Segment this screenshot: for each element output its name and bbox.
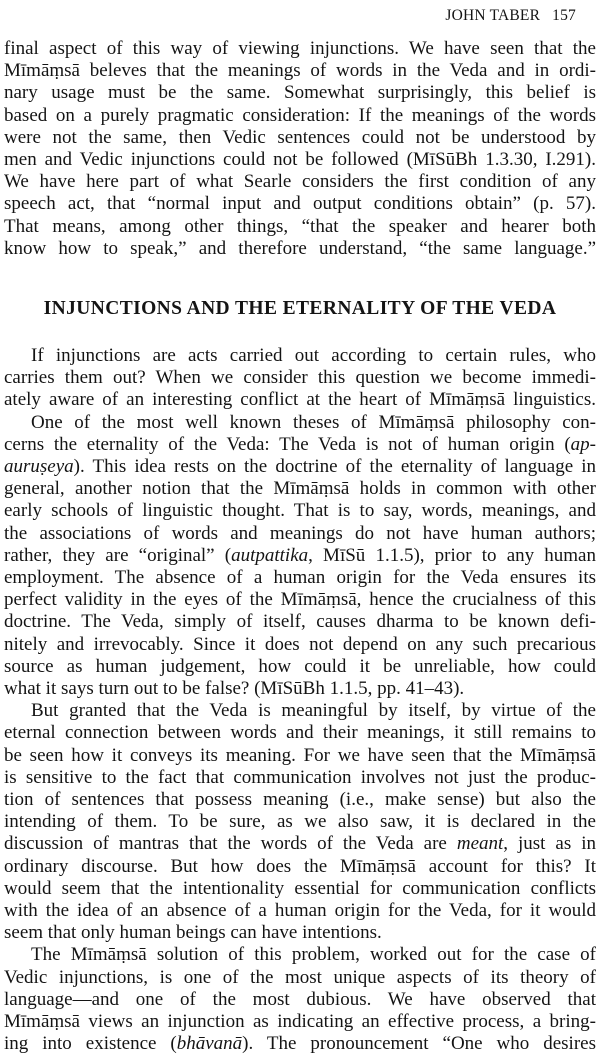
- text-line: rather, they are “original” (autpattika, MīSū 1.1.5), prior to any human: [4, 544, 596, 566]
- text-line: doctrine. The Veda, simply of itself, causes dharma to be known defi-: [4, 611, 596, 633]
- text-line: with the idea of an absence of a human origin for the Veda, for it would: [4, 900, 596, 922]
- text-line: But granted that the Veda is meaningful by itself, by virtue of the: [31, 700, 596, 722]
- paragraph-5: [4, 944, 596, 1055]
- text-line: cerns the eternality of the Veda: The Veda is not of human origin (ap-: [4, 433, 596, 455]
- text-line: nitely and irrevocably. Since it does not depend on any such precarious: [4, 633, 596, 655]
- paragraph-1: [4, 38, 596, 260]
- text-line: eternal connection between words and their meanings, it still remains to: [4, 722, 596, 744]
- text-line: discussion of mantras that the words of the Veda are meant, just as in: [4, 833, 596, 855]
- text-line: We have here part of what Searle considers the first condition of any: [4, 171, 596, 193]
- text-line: men and Vedic injunctions could not be followed (MīSūBh 1.3.30, I.291).: [4, 149, 596, 171]
- text-line: speech act, that “normal input and output conditions obtain” (p. 57).: [4, 193, 596, 215]
- text-line: intending of them. To be sure, as we also saw, it is declared in the: [4, 811, 596, 833]
- text-line: perfect validity in the eyes of the Mīmāṃsā, hence the crucialness of this: [4, 589, 596, 611]
- text-line: nary usage must be the same. Somewhat surprisingly, this belief is: [4, 82, 596, 104]
- text-line: One of the most well known theses of Mīmāṃsā philosophy con-: [31, 411, 596, 433]
- page-number: 157: [552, 7, 576, 24]
- running-head: [445, 7, 576, 25]
- text-line: ordinary discourse. But how does the Mīmāṃsā account for this? It: [4, 855, 596, 877]
- text-line: Mīmāṃsā beleves that the meanings of words in the Veda and in ordi-: [4, 60, 596, 82]
- text-line: is sensitive to the fact that communication involves not just the produc-: [4, 766, 596, 788]
- text-line: final aspect of this way of viewing injunctions. We have seen that the: [4, 38, 596, 59]
- paragraph-4: [4, 700, 596, 944]
- text-line: based on a purely pragmatic consideration: If the meanings of the words: [4, 104, 596, 126]
- text-line: what it says turn out to be false? (MīSūBh 1.1.5, pp. 41–43).: [4, 678, 465, 700]
- paragraph-2: [4, 345, 596, 412]
- text-line: were not the same, then Vedic sentences could not be understood by: [4, 126, 596, 148]
- text-line: The Mīmāṃsā solution of this problem, worked out for the case of: [31, 944, 596, 966]
- text-line: would seem that the intentionality essential for communication conflicts: [4, 877, 596, 899]
- text-line: early schools of linguistic thought. That is to say, words, meanings, and: [4, 500, 596, 522]
- text-line: source as human judgement, how could it be unreliable, how could: [4, 655, 596, 677]
- text-line: language—and one of the most dubious. We have observed that: [4, 988, 596, 1010]
- text-line: seem that only human beings can have intentions.: [4, 922, 382, 944]
- text-line: Vedic injunctions, is one of the most unique aspects of its theory of: [4, 966, 596, 988]
- text-line: If injunctions are acts carried out according to certain rules, who: [31, 345, 596, 366]
- text-line: be seen how it conveys its meaning. For we have seen that the Mīmāṃsā: [4, 744, 596, 766]
- running-title: JOHN TABER: [445, 7, 541, 24]
- text-line: employment. The absence of a human origin for the Veda ensures its: [4, 567, 596, 589]
- text-line: auruṣeya). This idea rests on the doctrine of the eternality of language in: [4, 456, 596, 477]
- text-line: ately aware of an interesting conflict at the heart of Mīmāṃsā linguistics.: [4, 389, 596, 411]
- text-line: know how to speak,” and therefore understand, “the same language.”: [4, 237, 596, 259]
- text-line: Mīmāṃsā views an injunction as indicating an effective process, a bring-: [4, 1011, 596, 1032]
- text-line: carries them out? When we consider this question we become immedi-: [4, 367, 596, 389]
- section-heading: INJUNCTIONS AND THE ETERNALITY OF THE VEDA: [43, 298, 557, 319]
- text-line: tion of sentences that possess meaning (i.e., make sense) but also the: [4, 789, 596, 810]
- text-line: the associations of words and meanings do not have human authors;: [4, 522, 596, 544]
- text-line: That means, among other things, “that the speaker and hearer both: [4, 215, 596, 237]
- text-line: ing into existence (bhāvanā). The pronouncement “One who desires: [4, 1033, 596, 1055]
- paragraph-3: [4, 412, 596, 701]
- text-line: general, another notion that the Mīmāṃsā holds in common with other: [4, 478, 596, 500]
